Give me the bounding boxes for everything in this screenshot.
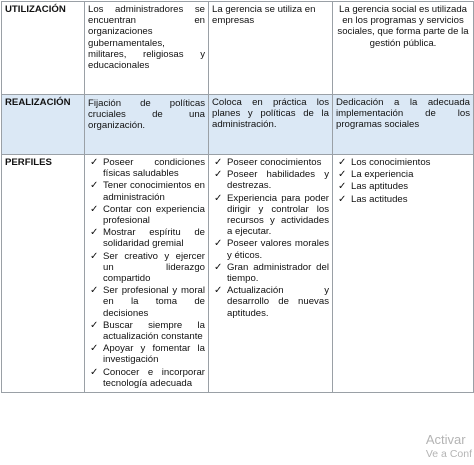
checklist-item-text: Buscar siempre la actualización constante xyxy=(103,319,205,343)
checklist-item xyxy=(88,343,205,365)
check-icon: ✓ xyxy=(338,157,347,168)
checklist-item xyxy=(88,227,205,249)
cell-realizacion-gerencia: Coloca en práctica los planes y políticas de la administración. xyxy=(209,95,333,155)
checklist-item xyxy=(336,181,470,192)
check-icon: ✓ xyxy=(90,157,99,168)
checklist-item-text: Ser profesional y moral en la toma de decisiones xyxy=(103,285,205,319)
check-icon: ✓ xyxy=(90,343,99,355)
check-icon: ✓ xyxy=(90,366,99,378)
checklist-item-text: Apoyar y fomentar la investigación xyxy=(103,343,205,366)
checklist-item xyxy=(88,367,205,389)
checklist-item xyxy=(212,169,329,191)
cell-utilizacion-gerencia: La gerencia se utiliza en empresas xyxy=(209,2,333,95)
checklist-item xyxy=(212,285,329,319)
check-icon: ✓ xyxy=(90,319,99,331)
checklist-item-text: Poseer condiciones físicas saludables xyxy=(103,157,205,180)
row-label-realizacion: REALIZACIÓN xyxy=(2,95,85,155)
check-icon: ✓ xyxy=(90,285,99,297)
cell-utilizacion-administracion: Los administradores se encuentran en organizaciones gubernamentales, militares, religiosas y educacionales xyxy=(85,2,209,95)
check-icon: ✓ xyxy=(338,181,347,193)
check-icon: ✓ xyxy=(214,285,223,297)
checklist-item xyxy=(336,157,470,168)
checklist-item-text: Las aptitudes xyxy=(351,181,409,193)
check-icon: ✓ xyxy=(90,227,99,239)
checklist-item-text: Poseer valores morales y éticos. xyxy=(227,238,329,261)
cell-realizacion-gerencia-social: Dedicación a la adecuada implementación de los programas sociales xyxy=(333,95,474,155)
check-icon: ✓ xyxy=(90,180,99,192)
checklist-item xyxy=(212,157,329,168)
cell-perfiles-gerencia xyxy=(209,155,333,393)
check-icon: ✓ xyxy=(214,157,223,168)
cell-perfiles-administracion xyxy=(85,155,209,393)
checklist-item-text: Los conocimientos xyxy=(351,157,431,168)
checklist-item xyxy=(212,238,329,260)
cell-perfiles-gerencia-social xyxy=(333,155,474,393)
checklist-item xyxy=(88,204,205,226)
watermark-line-2: Ve a Conf xyxy=(425,448,472,460)
row-perfiles xyxy=(2,155,474,393)
checklist-gerencia xyxy=(212,157,329,319)
checklist-item-text: Tener conocimientos en administración xyxy=(103,180,205,203)
checklist-gerencia-social xyxy=(336,157,470,205)
checklist-item xyxy=(212,193,329,238)
checklist-item xyxy=(88,320,205,342)
checklist-item-text: Contar con experiencia profesional xyxy=(103,203,205,227)
checklist-item-text: Ser creativo y ejercer un liderazgo compartido xyxy=(103,250,205,285)
row-label-perfiles: PERFILES xyxy=(2,155,85,393)
checklist-item-text: Poseer conocimientos xyxy=(227,157,322,168)
check-icon: ✓ xyxy=(214,169,223,181)
watermark-line-1: Activar xyxy=(425,432,466,447)
checklist-item xyxy=(88,157,205,179)
row-realizacion xyxy=(2,95,474,155)
check-icon: ✓ xyxy=(90,250,99,262)
checklist-item-text: Gran administrador del tiempo. xyxy=(227,261,329,285)
checklist-item-text: Experiencia para poder dirigir y controlar los recursos y actividades a ejecutar. xyxy=(227,192,329,238)
checklist-item-text: Las actitudes xyxy=(351,193,408,205)
checklist-item xyxy=(212,262,329,284)
checklist-item-text: Mostrar espíritu de solidaridad gremial xyxy=(103,227,205,250)
row-label-utilizacion: UTILIZACIÓN xyxy=(2,2,85,95)
checklist-item xyxy=(88,285,205,319)
cell-utilizacion-gerencia-social: La gerencia social es utilizada en los programas y servicios sociales, que forma parte de la gestión pública. xyxy=(333,2,474,95)
cell-realizacion-administracion: Fijación de políticas cruciales de una organización. xyxy=(85,95,209,155)
windows-activation-watermark xyxy=(426,433,472,461)
checklist-item-text: Poseer habilidades y destrezas. xyxy=(227,169,329,192)
row-utilizacion xyxy=(2,2,474,95)
check-icon: ✓ xyxy=(214,238,223,250)
checklist-item-text: Actualización y desarrollo de nuevas aptitudes. xyxy=(227,285,329,319)
checklist-item-text: Conocer e incorporar tecnología adecuada xyxy=(103,366,205,389)
check-icon: ✓ xyxy=(214,261,223,273)
check-icon: ✓ xyxy=(90,203,99,215)
comparison-table xyxy=(1,1,474,393)
check-icon: ✓ xyxy=(338,169,347,181)
check-icon: ✓ xyxy=(214,192,223,204)
checklist-item xyxy=(88,180,205,202)
checklist-item xyxy=(336,169,470,180)
check-icon: ✓ xyxy=(338,193,347,205)
checklist-administracion xyxy=(88,157,205,389)
checklist-item xyxy=(88,251,205,285)
checklist-item xyxy=(336,194,470,205)
checklist-item-text: La experiencia xyxy=(351,169,414,181)
